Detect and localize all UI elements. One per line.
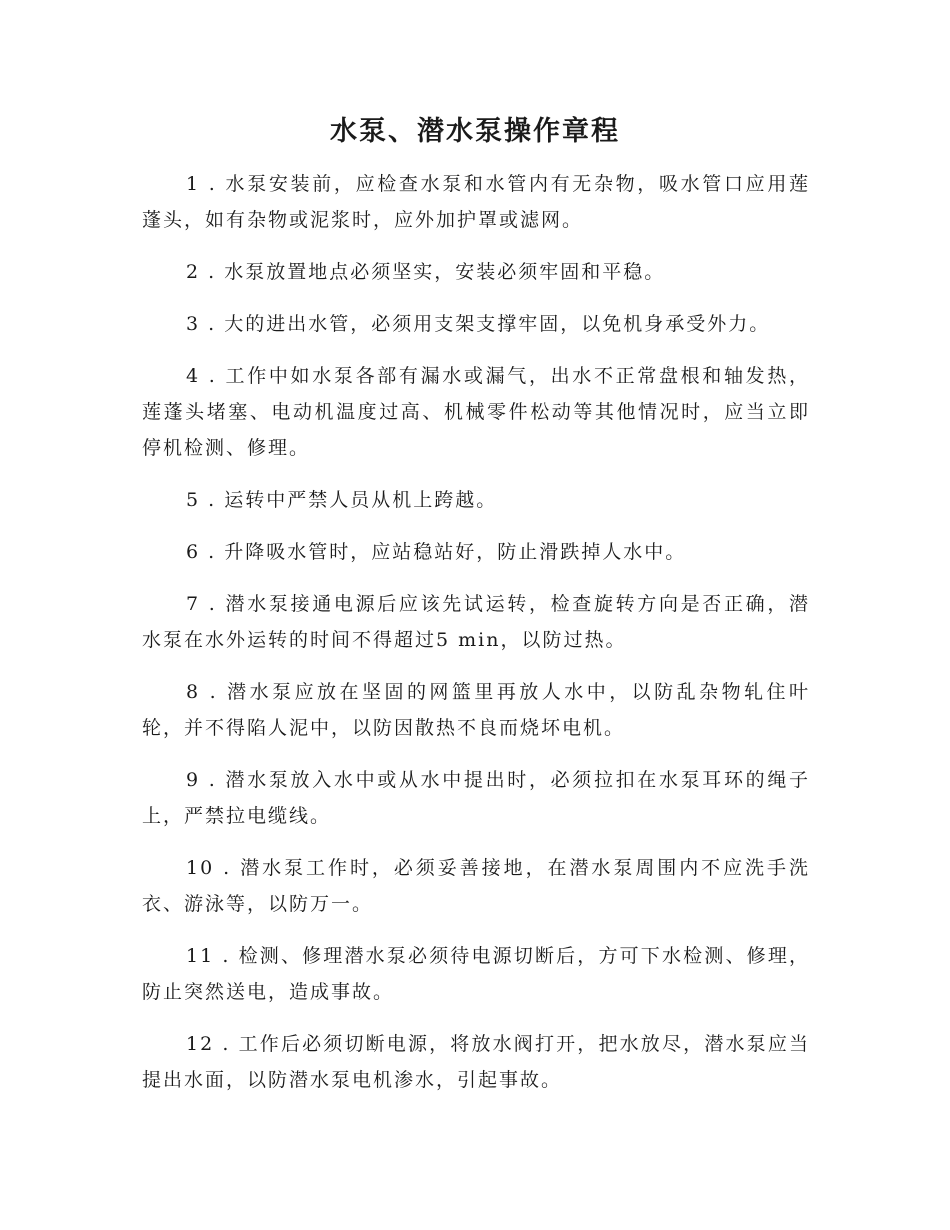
clause-1: 1 . 水泵安装前，应检查水泵和水管内有无杂物，吸水管口应用莲蓬头，如有杂物或泥浆时，应外加护罩或滤网。 (142, 173, 810, 231)
clause-11: 11 . 检测、修理潜水泵必须待电源切断后，方可下水检测、修理，防止突然送电，造成事故。 (142, 945, 810, 1003)
clause-6: 6 . 升降吸水管时，应站稳站好，防止滑跌掉人水中。 (186, 541, 687, 563)
clause-list (142, 166, 810, 1114)
clause-2: 2 . 水泵放置地点必须坚实，安装必须牢固和平稳。 (186, 261, 666, 283)
clause-7: 7 . 潜水泵接通电源后应该先试运转，检查旋转方向是否正确，潜水泵在水外运转的时间不得超过5 min，以防过热。 (142, 593, 810, 651)
clause-12: 12 . 工作后必须切断电源，将放水阀打开，把水放尽，潜水泵应当提出水面，以防潜水泵电机渗水，引起事故。 (142, 1033, 810, 1091)
clause-3: 3 . 大的进出水管，必须用支架支撑牢固，以免机身承受外力。 (186, 313, 771, 335)
clause-9: 9 . 潜水泵放入水中或从水中提出时，必须拉扣在水泵耳环的绳子上，严禁拉电缆线。 (142, 769, 810, 827)
clause-5: 5 . 运转中严禁人员从机上跨越。 (186, 489, 498, 511)
clause-4: 4 . 工作中如水泵各部有漏水或漏气，出水不正常盘根和轴发热，莲蓬头堵塞、电动机温度过高、机械零件松动等其他情况时，应当立即停机检测、修理。 (142, 365, 810, 459)
clause-8: 8 . 潜水泵应放在坚固的网篮里再放人水中，以防乱杂物轧住叶轮，并不得陷人泥中，以防因散热不良而烧坏电机。 (142, 681, 810, 739)
clause-10: 10 . 潜水泵工作时，必须妥善接地，在潜水泵周围内不应洗手洗衣、游泳等，以防万一。 (142, 857, 810, 915)
document-title: 水泵、潜水泵操作章程 (330, 116, 620, 147)
